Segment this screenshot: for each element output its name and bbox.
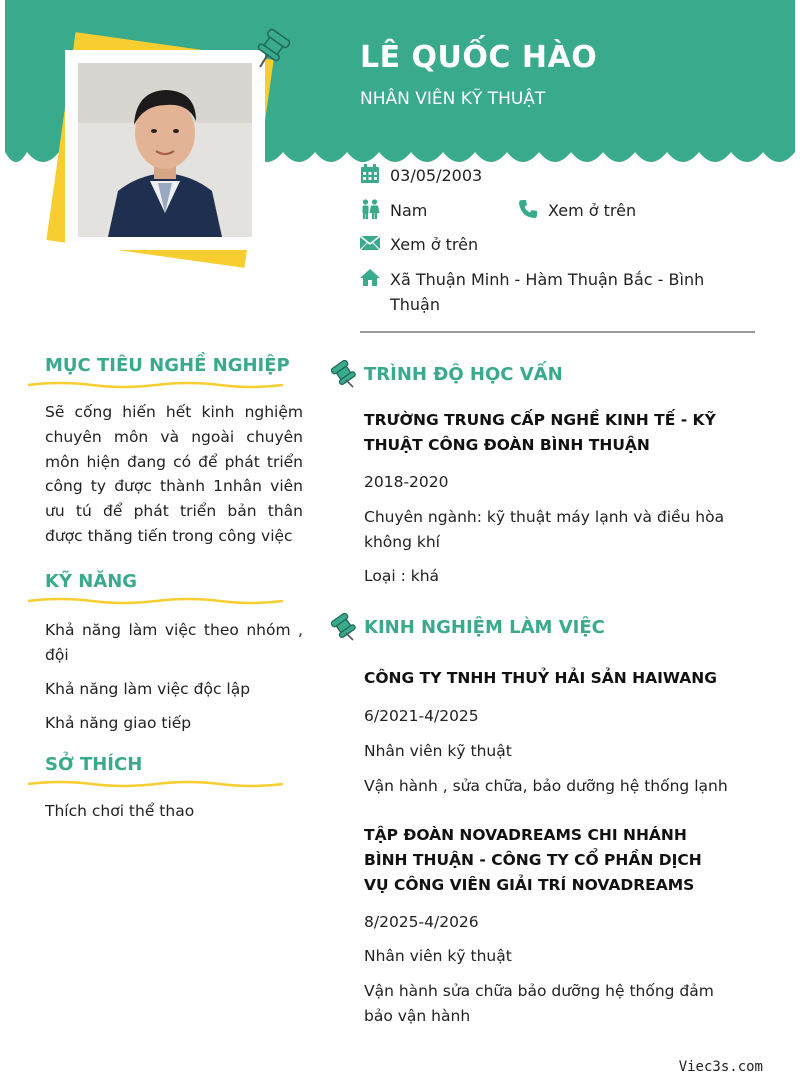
left-column	[28, 355, 303, 824]
education-major: Chuyên ngành: kỹ thuật máy lạnh và điều hòa không khí	[364, 508, 725, 551]
experience-title: KINH NGHIỆM LÀM VIỆC	[364, 616, 605, 638]
education-period: 2018-2020	[364, 473, 449, 491]
gender-value: Nam	[390, 201, 428, 220]
job-period: 6/2021-4/2025	[364, 707, 479, 725]
job-description: Vận hành , sửa chữa, bảo dưỡng hệ thống lạnh	[364, 777, 728, 795]
objective-text: Sẽ cống hiến hết kinh nghiệm chuyên môn và ngoài chuyên môn hiện đang có để phát triển công ty được thành 1nhân viên ưu tú để phát triển bản thân được thăng tiến trong công việc	[45, 403, 303, 545]
education-title: TRÌNH ĐỘ HỌC VẤN	[364, 363, 563, 385]
email-row	[360, 232, 478, 257]
address-value: Xã Thuận Minh - Hàm Thuận Bắc - Bình Thuận	[390, 270, 705, 314]
gender-icon	[360, 199, 380, 219]
education-heading	[330, 360, 730, 388]
skills-title: KỸ NĂNG	[45, 570, 138, 592]
email-value: Xem ở trên	[390, 235, 479, 254]
photo-frame	[65, 50, 265, 250]
profile-photo-block	[40, 25, 300, 275]
wavy-underline	[28, 779, 283, 789]
dob-row	[360, 163, 482, 188]
phone-icon	[518, 199, 538, 219]
candidate-name: LÊ QUỐC HÀO	[360, 40, 598, 75]
hobbies-title: SỞ THÍCH	[45, 753, 143, 775]
wavy-underline	[28, 596, 283, 606]
address-row	[360, 267, 720, 317]
job-company: CÔNG TY TNHH THUỶ HẢI SẢN HAIWANG	[364, 669, 717, 687]
pushpin-icon	[252, 25, 292, 73]
school-name: TRƯỜNG TRUNG CẤP NGHỀ KINH TẾ - KỸ THUẬT CÔNG ĐOÀN BÌNH THUẬN	[364, 411, 716, 454]
dob-value: 03/05/2003	[390, 166, 483, 185]
job-period: 8/2025-4/2026	[364, 913, 479, 931]
job-position: Nhân viên kỹ thuật	[364, 742, 512, 760]
education-grade: Loại : khá	[364, 567, 440, 585]
experience-heading	[330, 613, 730, 641]
objective-title: MỤC TIÊU NGHỀ NGHIỆP	[45, 355, 290, 376]
watermark: Viec3s.com	[678, 1059, 763, 1075]
hobby-item: Thích chơi thể thao	[45, 801, 195, 820]
pushpin-icon	[330, 360, 356, 388]
right-column	[330, 360, 730, 1029]
phone-value: Xem ở trên	[548, 201, 637, 220]
skill-item: Khả năng giao tiếp	[45, 713, 192, 732]
pushpin-icon	[330, 613, 356, 641]
job-description: Vận hành sửa chữa bảo dưỡng hệ thống đảm bảo vận hành	[364, 982, 714, 1025]
email-icon	[360, 233, 380, 253]
contact-divider	[360, 331, 755, 333]
phone-row	[518, 198, 636, 223]
job-position: Nhân viên kỹ thuật	[364, 947, 512, 965]
wavy-underline	[28, 380, 283, 390]
job-company: TẬP ĐOÀN NOVADREAMS CHI NHÁNH BÌNH THUẬN - CÔNG TY CỔ PHẦN DỊCH VỤ CÔNG VIÊN GIẢI TRÍ NOVADREAMS	[364, 826, 702, 894]
gender-row	[360, 198, 427, 223]
home-icon	[360, 268, 380, 288]
candidate-title: NHÂN VIÊN KỸ THUẬT	[360, 89, 546, 109]
calendar-icon	[360, 164, 380, 184]
skill-item: Khả năng làm việc theo nhóm , đội	[45, 620, 303, 664]
avatar	[78, 63, 252, 237]
skill-item: Khả năng làm việc độc lập	[45, 679, 251, 698]
